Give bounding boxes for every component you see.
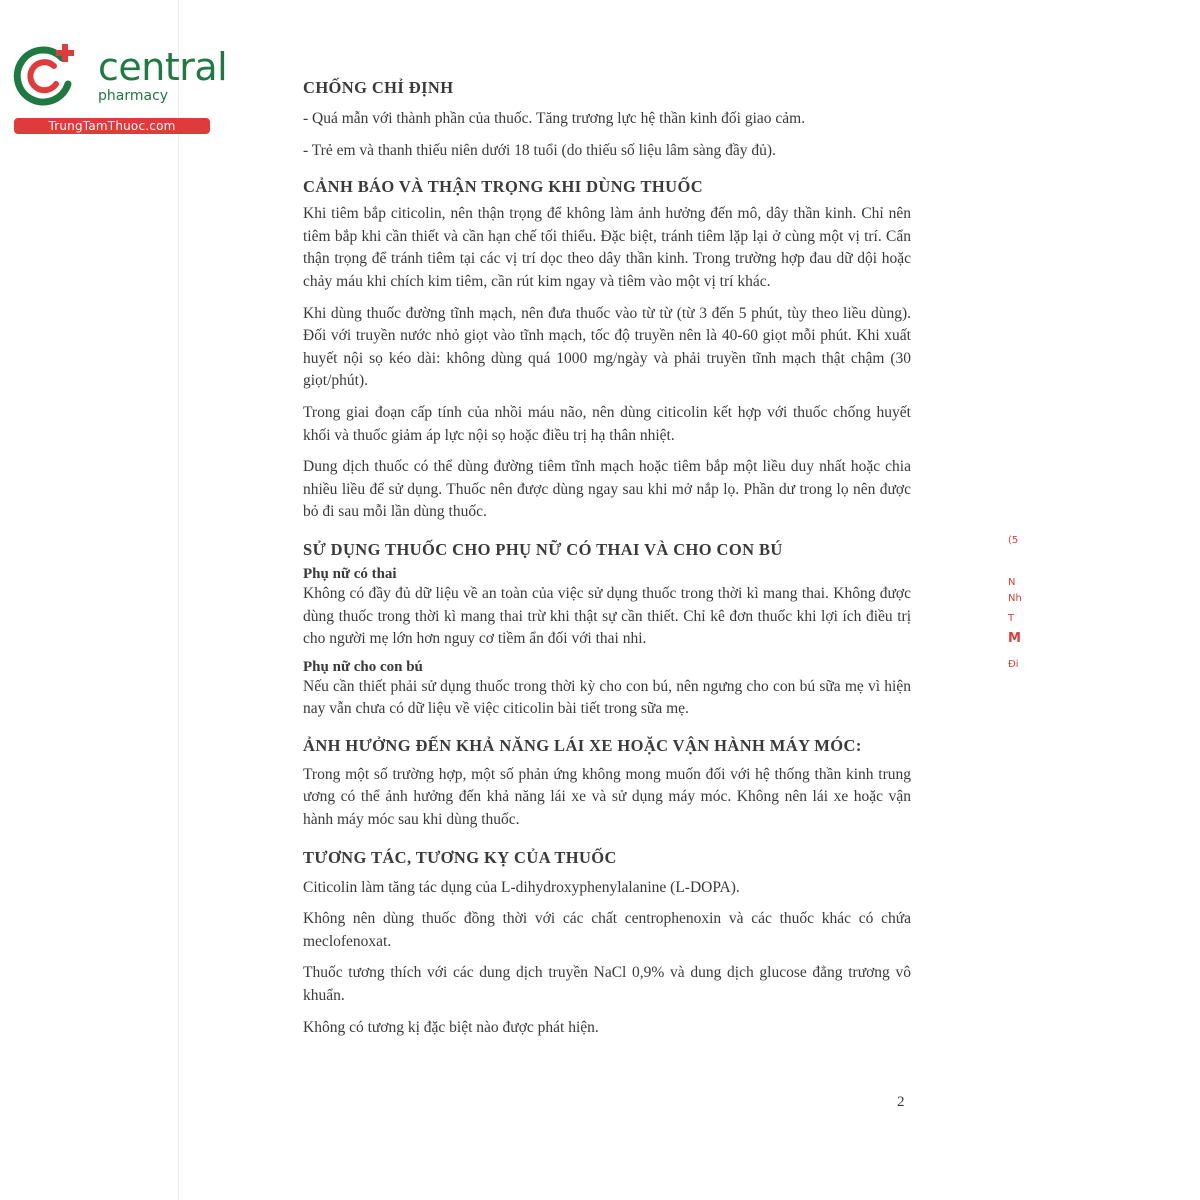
stamp-line-3: Nh	[1008, 593, 1022, 604]
interaction-paragraph-4: Không có tương kị đặc biệt nào được phát hiện.	[303, 1018, 599, 1036]
brand-logo[interactable]	[10, 38, 228, 138]
interaction-paragraph-1: Citicolin làm tăng tác dụng của L-dihydroxyphenylalanine (L-DOPA).	[303, 878, 740, 896]
page-edge-line	[178, 0, 179, 1200]
brand-site-banner: TrungTamThuoc.com	[14, 118, 210, 134]
heading-contraindications: CHỐNG CHỈ ĐỊNH	[303, 78, 454, 97]
interaction-paragraph-2: Không nên dùng thuốc đồng thời với các chất centrophenoxin và các thuốc khác có chứa meclofenoxat.	[303, 910, 911, 950]
warning-paragraph-3: Trong giai đoạn cấp tính của nhồi máu não, nên dùng citicolin kết hợp với thuốc chống huyết khối và thuốc giảm áp lực nội sọ hoặc điều trị hạ thân nhiệt.	[303, 403, 911, 444]
page-number: 2	[897, 1094, 905, 1110]
document-body	[303, 76, 911, 1039]
pharmacy-cross-icon	[10, 40, 80, 110]
brand-name: central	[98, 45, 228, 89]
driving-paragraph: Trong một số trường hợp, một số phản ứng không mong muốn đối với hệ thống thần kinh trung ương có thể ảnh hưởng đến khả năng lái xe và sử dụng máy móc. Không nên lái xe hoặc vận hành máy móc sau khi dùng thuốc.	[303, 765, 911, 829]
red-stamp-fragment	[1008, 535, 1030, 685]
brand-subtitle: pharmacy	[98, 88, 169, 104]
contraindication-2: - Trẻ em và thanh thiếu niên dưới 18 tuổi (do thiếu số liệu lâm sàng đầy đủ).	[303, 141, 776, 159]
heading-pregnancy: SỬ DỤNG THUỐC CHO PHỤ NỮ CÓ THAI VÀ CHO CON BÚ	[303, 539, 783, 559]
stamp-line-6: Đi	[1008, 659, 1019, 670]
subheading-pregnant: Phụ nữ có thai	[303, 565, 397, 582]
warning-paragraph-2: Khi dùng thuốc đường tĩnh mạch, nên đưa thuốc vào từ từ (từ 3 đến 5 phút, tùy theo liều dùng). Đối với truyền nước nhỏ giọt vào tĩnh mạch, tốc độ truyền nên là 40-60 giọt mỗi phút. Khi xuất huyết nội sọ kéo dài: không dùng quá 1000 mg/ngày và phải truyền tĩnh mạch thật chậm (30 giọt/phút).	[303, 304, 911, 390]
heading-driving: ẢNH HƯỞNG ĐẾN KHẢ NĂNG LÁI XE HOẶC VẬN HÀNH MÁY MÓC:	[303, 735, 862, 755]
contraindication-1: - Quá mẫn với thành phần của thuốc. Tăng trương lực hệ thần kinh đối giao cảm.	[303, 110, 806, 127]
stamp-line-4: T	[1008, 613, 1015, 624]
breastfeeding-paragraph: Nếu cần thiết phải sử dụng thuốc trong thời kỳ cho con bú, nên ngưng cho con bú sữa mẹ vì hiện nay vẫn chưa có dữ liệu về việc citicolin bài tiết trong sữa mẹ.	[303, 677, 911, 718]
heading-interactions: TƯƠNG TÁC, TƯƠNG KỴ CỦA THUỐC	[303, 847, 617, 867]
stamp-line-5: M	[1008, 631, 1021, 646]
subheading-breastfeeding: Phụ nữ cho con bú	[303, 658, 423, 675]
pregnancy-paragraph: Không có đầy đủ dữ liệu về an toàn của việc sử dụng thuốc trong thời kì mang thai. Không được dùng thuốc trong thời kì mang thai trừ khi thật sự cần thiết. Chỉ kê đơn thuốc khi lợi ích điều trị cho người mẹ lớn hơn nguy cơ tiềm ẩn đối với thai nhi.	[303, 584, 911, 648]
interaction-paragraph-3: Thuốc tương thích với các dung dịch truyền NaCl 0,9% và dung dịch glucose đẳng trương vô khuẩn.	[303, 964, 911, 1005]
warning-paragraph-1: Khi tiêm bắp citicolin, nên thận trọng để không làm ảnh hưởng đến mô, dây thần kinh. Chỉ nên tiêm bắp khi cần thiết và cần hạn chế tối thiểu. Đặc biệt, tránh tiêm lặp lại ở cùng một vị trí. Cẩn thận trọng để tránh tiêm tại các vị trí dọc theo dây thần kinh. Trong trường hợp đau dữ dội hoặc chảy máu khi chích kim tiêm, cần rút kim ngay và tiêm vào một vị trí khác.	[303, 205, 911, 290]
warning-paragraph-4: Dung dịch thuốc có thể dùng đường tiêm tĩnh mạch hoặc tiêm bắp một liều duy nhất hoặc chia nhiều liều để sử dụng. Thuốc nên được dùng ngay sau khi mở nắp lọ. Phần dư trong lọ nên được bỏ đi sau mỗi lần dùng thuốc.	[303, 458, 911, 521]
stamp-line-1: (5	[1008, 535, 1019, 546]
heading-warnings: CẢNH BÁO VÀ THẬN TRỌNG KHI DÙNG THUỐC	[303, 177, 704, 197]
stamp-line-2: N	[1008, 577, 1016, 588]
